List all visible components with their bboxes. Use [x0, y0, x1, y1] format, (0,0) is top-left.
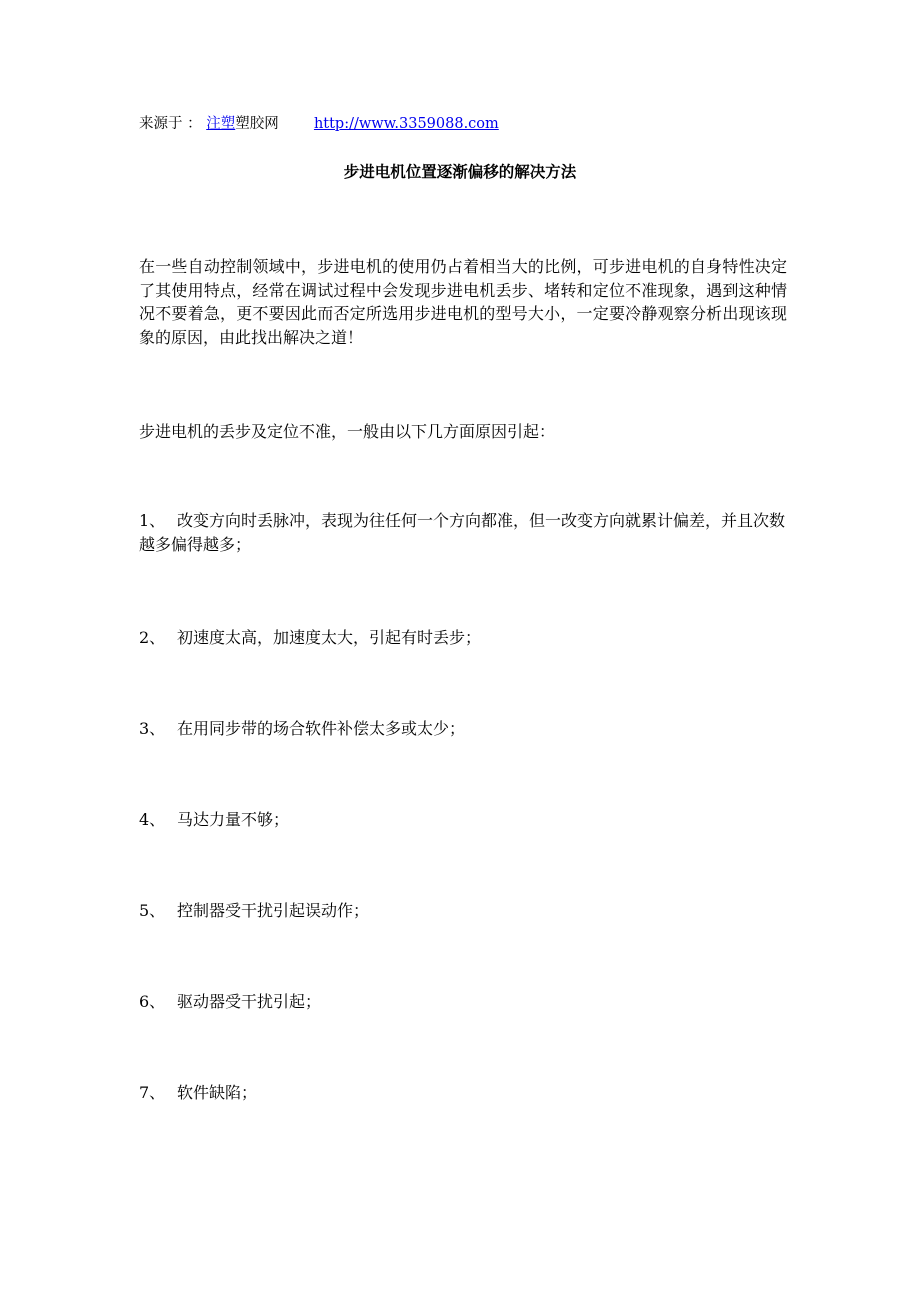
- source-site-name: 塑胶网: [235, 116, 279, 132]
- list-item-text: 驱动器受干扰引起；: [177, 992, 322, 1011]
- source-url-link[interactable]: http://www.3359088.com: [313, 116, 499, 132]
- list-item-number: 1、: [139, 511, 166, 530]
- list-item-text: 马达力量不够；: [177, 810, 290, 829]
- list-item: [139, 899, 787, 923]
- causes-lead: 步进电机的丢步及定位不准，一般由以下几方面原因引起：: [139, 422, 556, 441]
- list-item: [139, 509, 787, 556]
- list-item-number: 7、: [139, 1083, 166, 1102]
- list-item-number: 5、: [139, 901, 166, 920]
- list-item-text: 控制器受干扰引起误动作；: [177, 901, 370, 920]
- list-item: [139, 626, 787, 650]
- list-item-number: 4、: [139, 810, 166, 829]
- list-item-text: 在用同步带的场合软件补偿太多或太少；: [177, 719, 466, 738]
- list-item: [139, 808, 787, 832]
- list-item-text: 软件缺陷；: [177, 1083, 258, 1102]
- source-prefix: 来源于 ：: [139, 116, 202, 132]
- list-item-number: 3、: [139, 719, 166, 738]
- intro-paragraph: 在一些自动控制领域中，步进电机的使用仍占着相当大的比例，可步进电机的自身特性决定了其使用特点，经常在调试过程中会发现步进电机丢步、堵转和定位不准现象，遇到这种情况不要着急，更不要因此而否定所选用步进电机的型号大小，一定要冷静观察分析出现该现象的原因，由此找出解决之道！: [139, 257, 787, 347]
- list-item: [139, 717, 787, 741]
- list-item-text: 初速度太高，加速度太大，引起有时丢步；: [177, 628, 482, 647]
- source-link-zhusu[interactable]: 注塑: [206, 116, 236, 132]
- document-title: 步进电机位置逐渐偏移的解决方法: [343, 162, 577, 181]
- source-line: [139, 114, 499, 134]
- list-item: [139, 990, 787, 1014]
- list-item-number: 2、: [139, 628, 166, 647]
- list-item-text: 改变方向时丢脉冲，表现为往任何一个方向都准，但一改变方向就累计偏差，并且次数越多偏得越多；: [139, 511, 786, 554]
- list-item: [139, 1081, 787, 1105]
- list-item-number: 6、: [139, 992, 166, 1011]
